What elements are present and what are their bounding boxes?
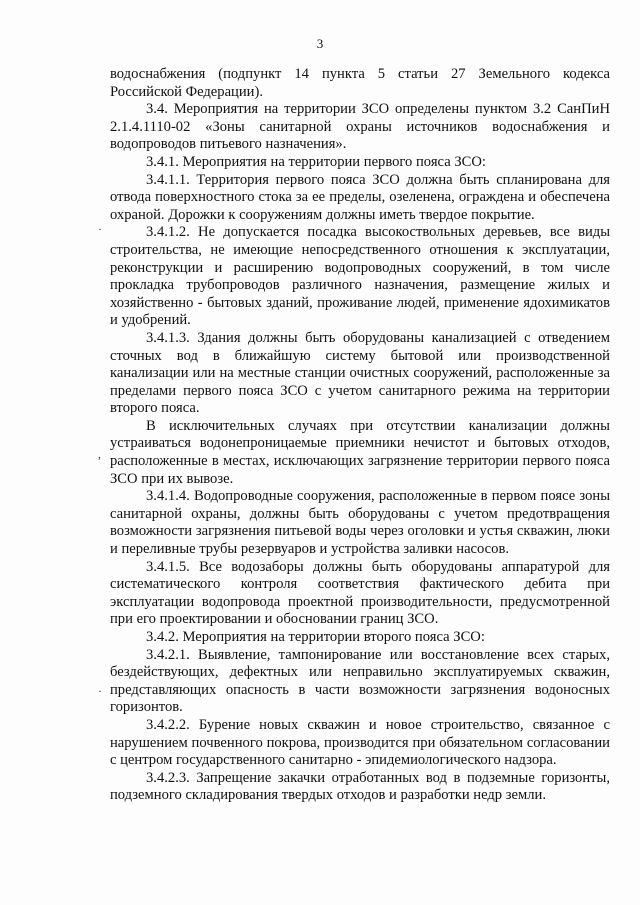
paragraph-3-4-1-2: 3.4.1.2. Не допускается посадка высокоствольных деревьев, все виды строительства, не имеющие непосредственного отношения к эксплуатации, реконструкции и расширению водопроводных сооружений, в том числе прокладка трубопроводов различного назначения, размещение жилых и хозяйственно - бытовых зданий, проживание людей, применение ядохимикатов и удобрений. [110,224,610,329]
paragraph-3-4-2-2: 3.4.2.2. Бурение новых скважин и новое строительство, связанное с нарушением почвенного покрова, производится при обязательном согласовании с центром государственного санитарно - эпидемиологического надзора. [110,716,610,769]
paragraph-3-4-2-1: 3.4.2.1. Выявление, тампонирование или восстановление всех старых, бездействующих, дефектных или неправильно эксплуатируемых скважин, представляющих опасность в части возможности загрязнения водоносных горизонтов. [110,646,610,716]
page-number: 3 [316,36,324,51]
paragraph-3-4-1-3: 3.4.1.3. Здания должны быть оборудованы канализацией с отведением сточных вод в ближайшую систему бытовой или производственной канализации или на местные станции очистных сооружений, расположенные за пределами первого пояса ЗСО с учетом санитарного режима на территории второго пояса. [110,329,610,417]
paragraph-exceptional-cases: В исключительных случаях при отсутствии канализации должны устраиваться водонепроницаемые приемники нечистот и бытовых отходов, расположенные в местах, исключающих загрязнение территории первого пояса ЗСО при их вывозе. [110,417,610,487]
margin-mark: · [98,684,102,698]
paragraph-3-4-2: 3.4.2. Мероприятия на территории второго пояса ЗСО: [146,629,485,645]
paragraph-3-4-1-1: 3.4.1.1. Территория первого пояса ЗСО должна быть спланирована для отвода поверхностного стока за ее пределы, озеленена, ограждена и обеспечена охраной. Дорожки к сооружениям должны иметь твердое покрытие. [110,171,610,223]
paragraph-3-4-2-3: 3.4.2.3. Запрещение закачки отработанных вод в подземные горизонты, подземного складирования твердых отходов и разработки недр земли. [110,769,610,804]
margin-mark: , [98,447,101,461]
document-body [110,66,610,805]
paragraph-3-4-1-4: 3.4.1.4. Водопроводные сооружения, расположенные в первом поясе зоны санитарной охраны, должны быть оборудованы с учетом предотвращения возможности загрязнения питьевой воды через оголовки и устья скважин, люки и переливные трубы резервуаров и устройства заливки насосов. [110,488,610,558]
paragraph-3-4-1-5: 3.4.1.5. Все водозаборы должны быть оборудованы аппаратурой для систематического контроля соответствия фактического дебита при эксплуатации водопровода проектной производительности, предусмотренной при его проектировании и обосновании границ ЗСО. [110,558,610,628]
paragraph-3-4: 3.4. Мероприятия на территории ЗСО определены пунктом 3.2 СанПиН 2.1.4.1110-02 «Зоны санитарной охраны источников водоснабжения и водопроводов питьевого назначения». [110,101,610,153]
paragraph-3-4-1: 3.4.1. Мероприятия на территории первого пояса ЗСО: [146,153,486,170]
margin-mark: · [98,222,102,236]
paragraph-continuation: водоснабжения (подпункт 14 пункта 5 статьи 27 Земельного кодекса Российской Федерации). [110,66,610,100]
